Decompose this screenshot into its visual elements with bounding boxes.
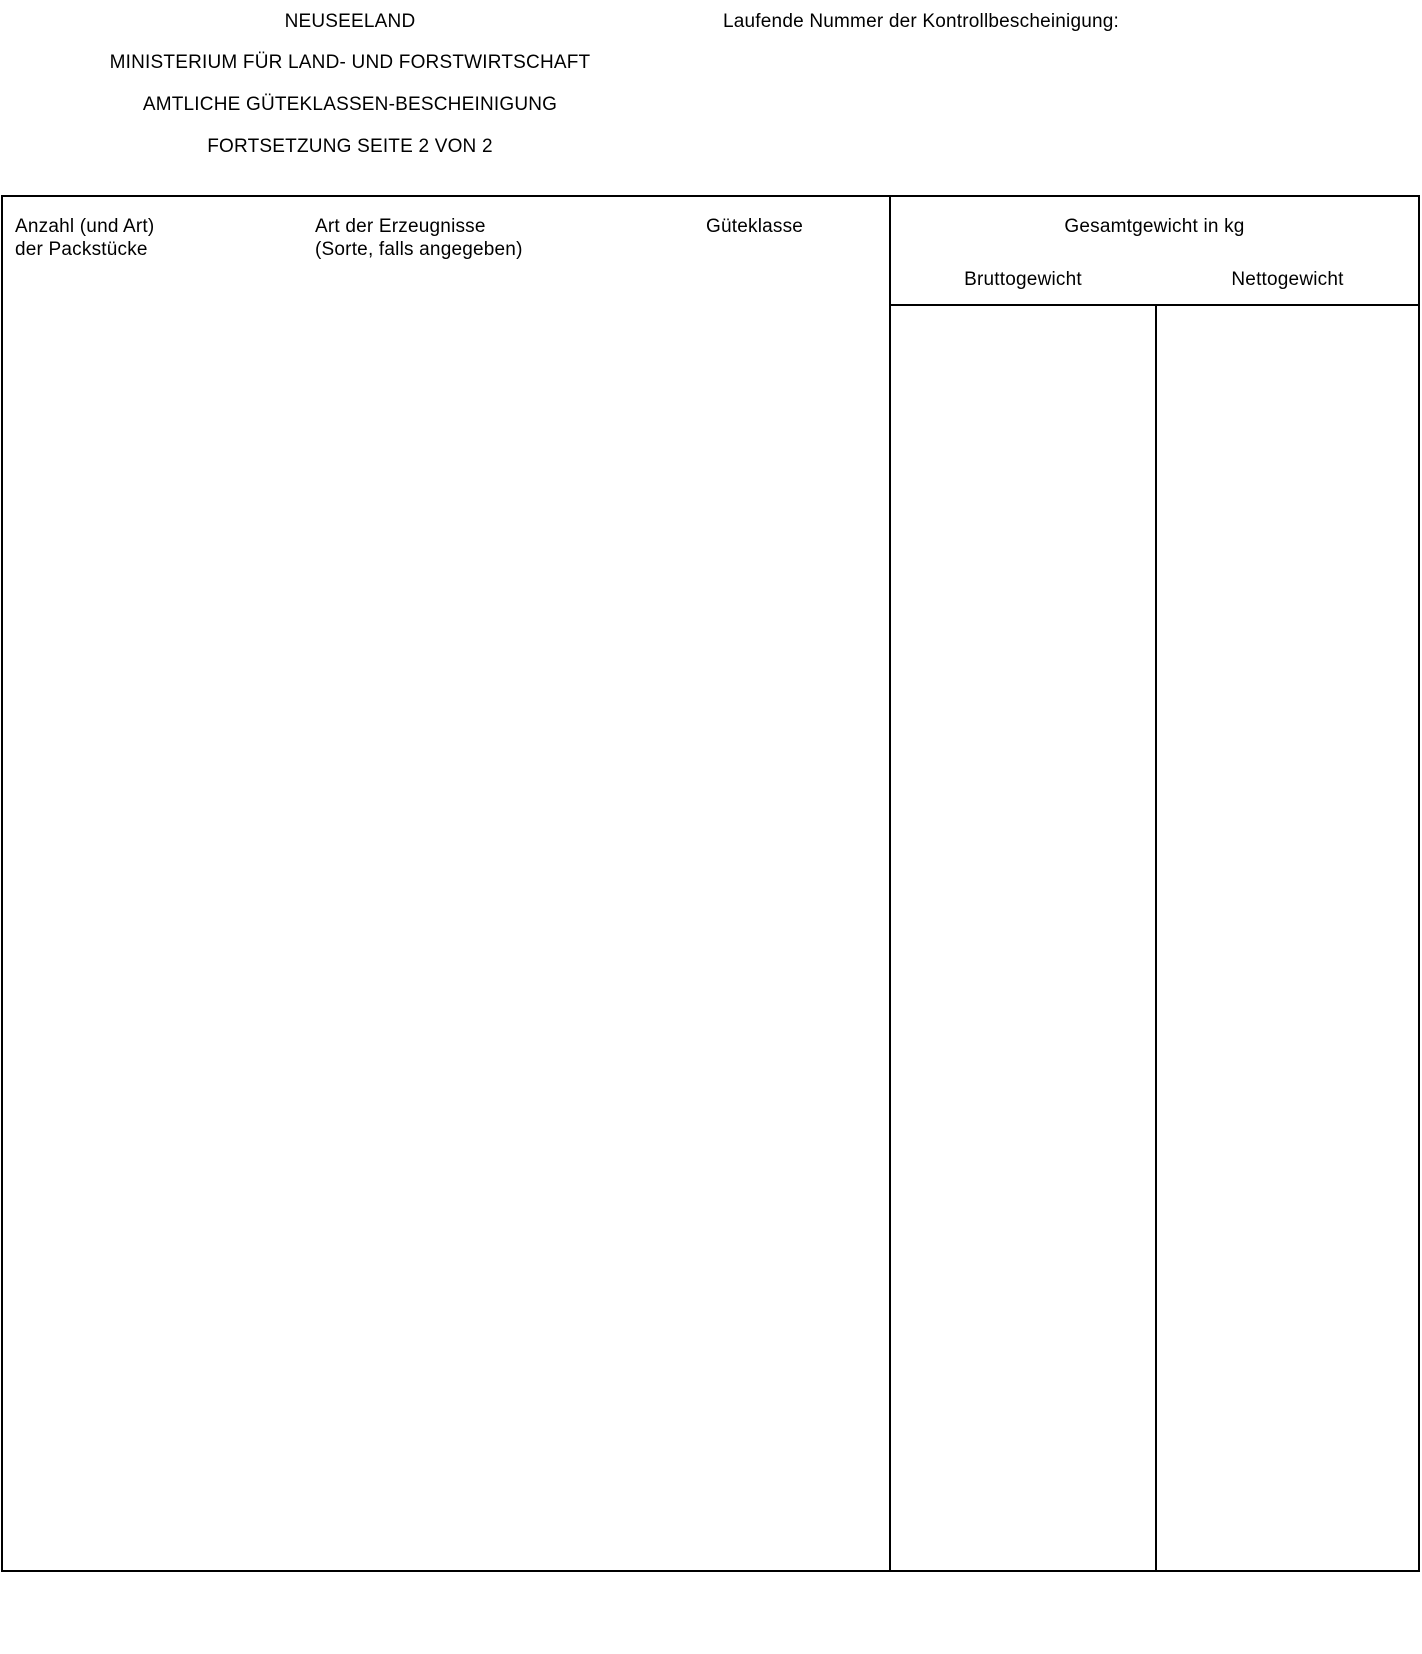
total-weight-header: Gesamtgewicht in kg [1064, 216, 1245, 237]
products-column-header [315, 215, 523, 261]
gross-weight-entry-area[interactable] [891, 307, 1153, 1567]
net-weight-header: Nettogewicht [1231, 269, 1344, 290]
packages-header-line1: Anzahl (und Art) [15, 216, 155, 237]
ministry-heading: MINISTERIUM FÜR LAND- UND FORSTWIRTSCHAFT [109, 52, 591, 73]
packages-entry-area[interactable] [3, 267, 303, 1567]
serial-number-label: Laufende Nummer der Kontrollbescheinigung: [723, 11, 1120, 32]
packages-column-header [15, 215, 154, 261]
country-heading: NEUSEELAND [284, 11, 416, 32]
gross-weight-header: Bruttogewicht [964, 269, 1082, 290]
grade-entry-area[interactable] [693, 267, 887, 1567]
weights-header-underline [889, 304, 1418, 306]
packages-header-line2: der Packstücke [15, 239, 148, 260]
net-weight-entry-area[interactable] [1157, 307, 1417, 1567]
products-header-line1: Art der Erzeugnisse [315, 216, 486, 237]
serial-number-field[interactable] [1160, 4, 1410, 40]
certificate-title: AMTLICHE GÜTEKLASSEN-BESCHEINIGUNG [142, 94, 558, 115]
grade-column-header: Güteklasse [706, 216, 804, 237]
goods-table [1, 195, 1420, 1572]
continuation-page-label: FORTSETZUNG SEITE 2 VON 2 [207, 136, 493, 157]
products-entry-area[interactable] [303, 267, 693, 1567]
products-header-line2: (Sorte, falls angegeben) [315, 239, 523, 260]
